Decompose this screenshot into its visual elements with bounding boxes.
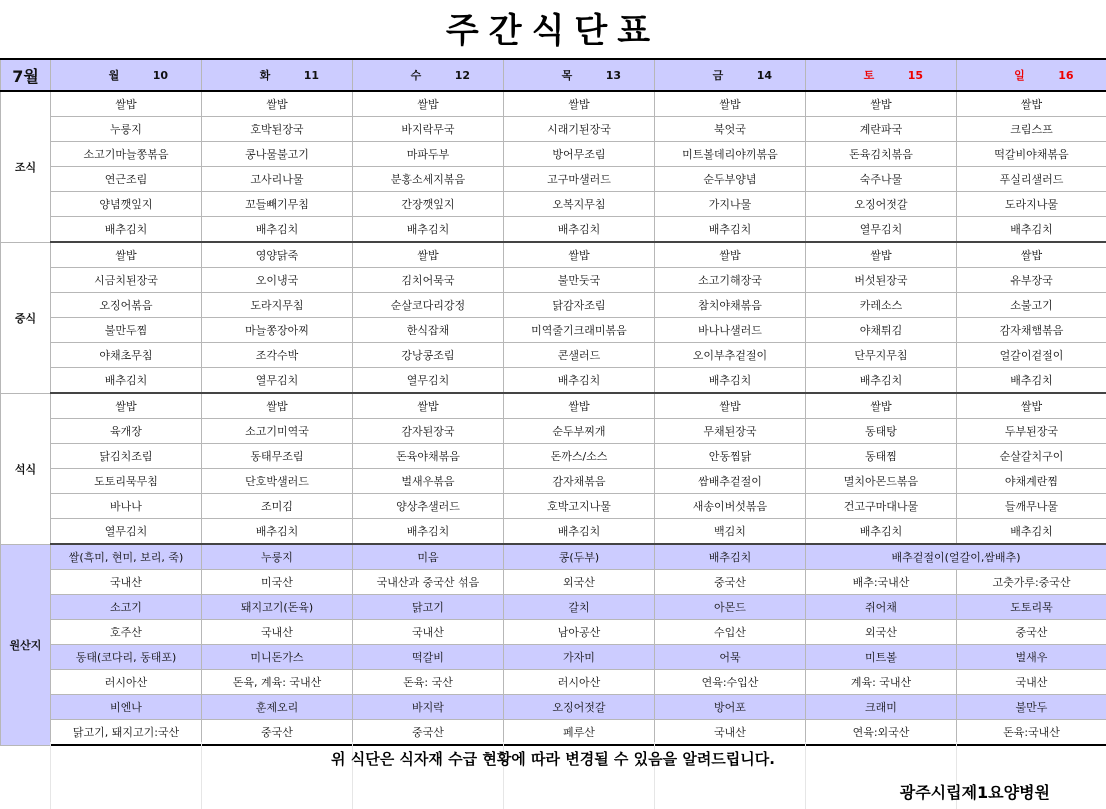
menu-item: 쌀밥 [806,91,957,117]
menu-item: 바지락무국 [353,117,504,142]
menu-item: 배추김치 [504,217,655,243]
menu-item: 얼갈이겉절이 [957,343,1106,368]
menu-item: 한식잡채 [353,318,504,343]
menu-item: 쌀밥 [806,242,957,268]
menu-item: 배추김치 [957,519,1106,545]
menu-item: 야채초무침 [51,343,202,368]
menu-item: 닭김치조림 [51,444,202,469]
menu-item: 마늘쫑장아찌 [202,318,353,343]
day-date: 14 [756,69,772,82]
menu-item: 단호박샐러드 [202,469,353,494]
menu-item: 쌀밥 [51,393,202,419]
menu-item: 조각수박 [202,343,353,368]
menu-item: 배추김치 [202,217,353,243]
menu-item: 배추김치 [353,217,504,243]
origin-country: 남아공산 [504,620,655,645]
menu-table [0,58,1106,746]
meal-label: 석식 [1,393,51,544]
origin-country-row [1,570,1106,595]
menu-item: 멸치아몬드볶음 [806,469,957,494]
menu-item: 고구마샐러드 [504,167,655,192]
menu-item: 쌀밥 [353,91,504,117]
menu-item: 쌀밥 [957,242,1106,268]
menu-item: 배추김치 [51,217,202,243]
origin-item-row [1,695,1106,720]
menu-item: 쌀밥 [806,393,957,419]
menu-item: 미역줄기크래미볶음 [504,318,655,343]
menu-item: 백김치 [655,519,806,545]
origin-item: 누룽지 [202,544,353,570]
origin-item: 쌀(흑미, 현미, 보리, 죽) [51,544,202,570]
day-name: 수 [410,69,422,82]
origin-item: 크래미 [806,695,957,720]
menu-item: 쌀밥 [202,91,353,117]
menu-item: 버섯된장국 [806,268,957,293]
origin-item: 불만두 [957,695,1106,720]
meal-row [1,368,1106,394]
meal-row [1,217,1106,243]
meal-row [1,242,1106,268]
menu-item: 무채된장국 [655,419,806,444]
menu-item: 양상추샐러드 [353,494,504,519]
origin-item: 배추김치 [655,544,806,570]
origin-country-row [1,620,1106,645]
menu-item: 돈육김치볶음 [806,142,957,167]
origin-item: 바지락 [353,695,504,720]
origin-country: 연육:외국산 [806,720,957,746]
day-header [353,59,504,91]
origin-country: 배추:국내산 [806,570,957,595]
origin-country: 국내산과 중국산 섞음 [353,570,504,595]
menu-item: 쌀밥 [504,242,655,268]
menu-item: 배추김치 [202,519,353,545]
origin-country: 수입산 [655,620,806,645]
day-header [655,59,806,91]
origin-item: 어묵 [655,645,806,670]
origin-country: 돈육:국내산 [957,720,1106,746]
menu-item: 가지나물 [655,192,806,217]
hospital-name: 광주시립제1요양병원 [899,783,1050,802]
origin-country: 중국산 [655,570,806,595]
meal-row [1,142,1106,167]
origin-item: 갈치 [504,595,655,620]
origin-item: 미트볼 [806,645,957,670]
menu-item: 숙주나물 [806,167,957,192]
menu-item: 푸실리샐러드 [957,167,1106,192]
meal-row [1,343,1106,368]
menu-item: 열무김치 [806,217,957,243]
menu-item: 시래기된장국 [504,117,655,142]
menu-item: 단무지무침 [806,343,957,368]
menu-item: 떡갈비야채볶음 [957,142,1106,167]
day-header [806,59,957,91]
menu-item: 순살갈치구이 [957,444,1106,469]
origin-item: 오징어젓갈 [504,695,655,720]
menu-item: 참치야채볶음 [655,293,806,318]
menu-item: 계란파국 [806,117,957,142]
menu-item: 미트볼데리야끼볶음 [655,142,806,167]
menu-item: 오복지무침 [504,192,655,217]
menu-item: 배추김치 [806,368,957,394]
origin-country: 중국산 [202,720,353,746]
day-name: 화 [259,69,271,82]
origin-country: 돈육: 국산 [353,670,504,695]
menu-item: 누룽지 [51,117,202,142]
meal-row [1,318,1106,343]
menu-item: 두부된장국 [957,419,1106,444]
menu-item: 유부장국 [957,268,1106,293]
menu-item: 순두부찌개 [504,419,655,444]
meal-row [1,469,1106,494]
menu-item: 감자된장국 [353,419,504,444]
menu-item: 오이부추겉절이 [655,343,806,368]
menu-item: 불만둣국 [504,268,655,293]
menu-item: 쌀밥 [504,91,655,117]
menu-item: 열무김치 [202,368,353,394]
menu-item: 강낭콩조림 [353,343,504,368]
day-date: 12 [454,69,470,82]
menu-item: 쌀밥 [504,393,655,419]
menu-item: 쌀밥 [655,393,806,419]
menu-item: 소고기해장국 [655,268,806,293]
menu-item: 쌀밥 [957,393,1106,419]
menu-item: 배추김치 [655,217,806,243]
menu-item: 시금치된장국 [51,268,202,293]
menu-item: 꼬들빼기무침 [202,192,353,217]
menu-item: 배추김치 [353,519,504,545]
day-date: 16 [1058,69,1074,82]
origin-item: 아몬드 [655,595,806,620]
menu-item: 방어무조림 [504,142,655,167]
menu-item: 김치어묵국 [353,268,504,293]
menu-item: 조미김 [202,494,353,519]
menu-item: 육개장 [51,419,202,444]
meal-row [1,192,1106,217]
menu-item: 마파두부 [353,142,504,167]
menu-item: 쌀밥 [655,91,806,117]
day-date: 11 [303,69,319,82]
menu-item: 배추김치 [957,217,1106,243]
menu-item: 양념깻잎지 [51,192,202,217]
origin-item: 도토리묵 [957,595,1106,620]
origin-country: 국내산 [655,720,806,746]
origin-item: 떡갈비 [353,645,504,670]
day-date: 10 [152,69,168,82]
origin-item: 쥐어채 [806,595,957,620]
origin-item: 소고기 [51,595,202,620]
menu-item: 동태탕 [806,419,957,444]
menu-item: 소불고기 [957,293,1106,318]
menu-item: 야채튀김 [806,318,957,343]
origin-country: 호주산 [51,620,202,645]
meal-label: 조식 [1,91,51,242]
origin-item: 비엔나 [51,695,202,720]
origin-country: 중국산 [957,620,1106,645]
origin-country: 국내산 [51,570,202,595]
menu-item: 배추김치 [51,368,202,394]
menu-item: 쌀밥 [202,393,353,419]
origin-item: 훈제오리 [202,695,353,720]
menu-item: 북엇국 [655,117,806,142]
notice-text: 위 식단은 식자재 수급 현황에 따라 변경될 수 있음을 알려드립니다. [331,750,775,768]
origin-country-row [1,670,1106,695]
menu-item: 감자채볶음 [504,469,655,494]
menu-item: 불만두찜 [51,318,202,343]
origin-item: 미음 [353,544,504,570]
menu-item: 오징어젓갈 [806,192,957,217]
day-name: 일 [1014,69,1025,82]
day-header [957,59,1106,91]
menu-item: 바나나 [51,494,202,519]
menu-item: 쌀밥 [353,393,504,419]
menu-item: 크림스프 [957,117,1106,142]
origin-country: 돈육, 계육: 국내산 [202,670,353,695]
menu-item: 도라지무침 [202,293,353,318]
menu-item: 소고기마늘쫑볶음 [51,142,202,167]
origin-item: 배추겉절이(얼갈이,쌈배추) [806,544,1106,570]
menu-item: 간장깻잎지 [353,192,504,217]
day-header [202,59,353,91]
origin-country: 미국산 [202,570,353,595]
day-date: 15 [907,69,923,82]
menu-item: 닭감자조림 [504,293,655,318]
menu-item: 감자채햄볶음 [957,318,1106,343]
menu-item: 호박된장국 [202,117,353,142]
menu-item: 들깨무나물 [957,494,1106,519]
menu-item: 돈까스/소스 [504,444,655,469]
menu-item: 쌀밥 [655,242,806,268]
meal-row [1,293,1106,318]
menu-item: 쌀밥 [51,91,202,117]
menu-item: 도토리묵무침 [51,469,202,494]
menu-item: 바나나샐러드 [655,318,806,343]
meal-row [1,268,1106,293]
origin-label: 원산지 [1,544,51,745]
day-name: 토 [863,69,875,82]
menu-item: 야채계란찜 [957,469,1106,494]
day-name: 월 [108,69,120,82]
menu-item: 순두부양념 [655,167,806,192]
menu-item: 새송이버섯볶음 [655,494,806,519]
day-date: 13 [605,69,621,82]
day-header-row [1,59,1106,91]
menu-item: 벌새우볶음 [353,469,504,494]
menu-item: 안동찜닭 [655,444,806,469]
menu-item: 건고구마대나물 [806,494,957,519]
origin-country: 러시아산 [51,670,202,695]
origin-country: 닭고기, 돼지고기:국산 [51,720,202,746]
meal-row [1,91,1106,117]
origin-country: 국내산 [353,620,504,645]
menu-item: 돈육야채볶음 [353,444,504,469]
menu-item: 오징어볶음 [51,293,202,318]
origin-item: 동태(코다리, 동태포) [51,645,202,670]
origin-item: 방어포 [655,695,806,720]
origin-item: 콩(두부) [504,544,655,570]
menu-item: 쌈배추겉절이 [655,469,806,494]
day-name: 금 [712,69,724,82]
origin-country: 중국산 [353,720,504,746]
menu-item: 콩나물불고기 [202,142,353,167]
day-header [51,59,202,91]
menu-item: 콘샐러드 [504,343,655,368]
menu-item: 열무김치 [51,519,202,545]
meal-row [1,167,1106,192]
day-header [504,59,655,91]
origin-item: 닭고기 [353,595,504,620]
month-label: 7월 [1,59,51,91]
meal-label: 중식 [1,242,51,393]
menu-item: 소고기미역국 [202,419,353,444]
day-name: 목 [561,69,573,82]
menu-item: 동태무조림 [202,444,353,469]
origin-country: 페루산 [504,720,655,746]
meal-row [1,393,1106,419]
origin-country: 외국산 [806,620,957,645]
origin-item-row [1,544,1106,570]
origin-item: 벌새우 [957,645,1106,670]
origin-country: 러시아산 [504,670,655,695]
origin-country: 국내산 [202,620,353,645]
menu-item: 카레소스 [806,293,957,318]
menu-item: 쌀밥 [957,91,1106,117]
meal-row [1,519,1106,545]
menu-item: 분홍소세지볶음 [353,167,504,192]
menu-item: 배추김치 [504,519,655,545]
origin-item: 미니돈가스 [202,645,353,670]
origin-country: 외국산 [504,570,655,595]
menu-item: 도라지나물 [957,192,1106,217]
menu-item: 배추김치 [504,368,655,394]
menu-item: 순살코다리강정 [353,293,504,318]
page-title: 주간식단표 [445,11,661,51]
menu-item: 오이냉국 [202,268,353,293]
menu-item: 영양닭죽 [202,242,353,268]
menu-item: 열무김치 [353,368,504,394]
menu-item: 쌀밥 [51,242,202,268]
menu-item: 호박고지나물 [504,494,655,519]
meal-row [1,444,1106,469]
menu-item: 연근조림 [51,167,202,192]
origin-country: 국내산 [957,670,1106,695]
origin-country: 연육:수입산 [655,670,806,695]
origin-item: 돼지고기(돈육) [202,595,353,620]
meal-row [1,494,1106,519]
meal-row [1,117,1106,142]
origin-country: 계육: 국내산 [806,670,957,695]
origin-item: 가자미 [504,645,655,670]
menu-item: 동태찜 [806,444,957,469]
menu-item: 배추김치 [806,519,957,545]
origin-item-row [1,645,1106,670]
menu-item: 배추김치 [957,368,1106,394]
menu-item: 배추김치 [655,368,806,394]
origin-country: 고춧가루:중국산 [957,570,1106,595]
origin-item-row [1,595,1106,620]
menu-item: 고사리나물 [202,167,353,192]
meal-row [1,419,1106,444]
menu-item: 쌀밥 [353,242,504,268]
